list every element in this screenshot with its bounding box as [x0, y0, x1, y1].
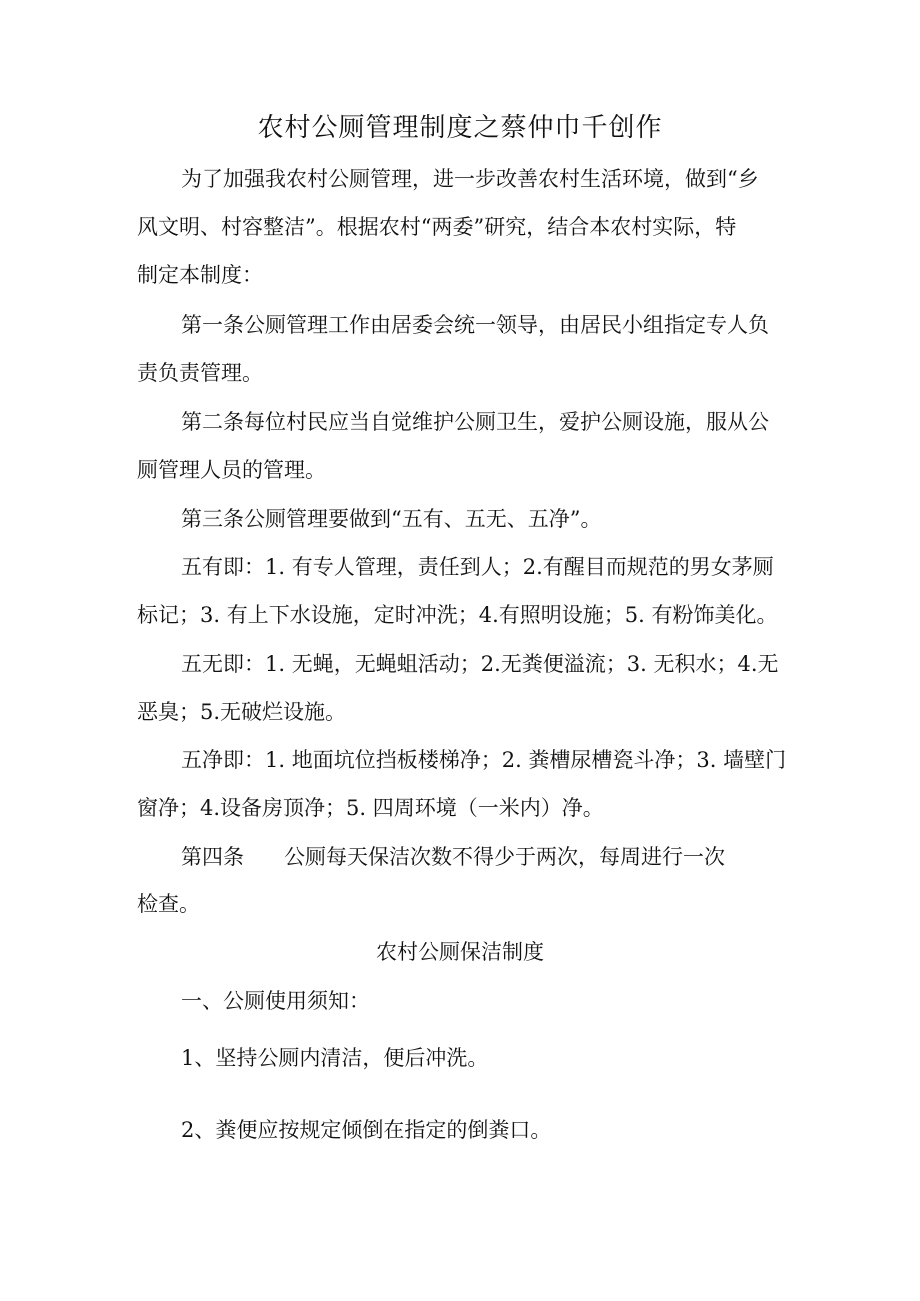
paragraph-line: 为了加强我农村公厕管理，进一步改善农村生活环境，做到“乡	[181, 167, 759, 191]
paragraph-line: 风文明、村容整洁”。根据农村“两委”研究，结合本农村实际，特	[137, 215, 737, 239]
document-title: 农村公厕管理制度之蔡仲巾千创作	[257, 113, 663, 143]
paragraph-line	[181, 842, 725, 872]
paragraph-line: 厕管理人员的管理。	[137, 458, 326, 482]
list-item: 1、坚持公厕内清洁，便后冲洗。	[181, 1046, 489, 1070]
paragraph-line: 五净即：1. 地面坑位挡板楼梯净；2. 粪槽尿槽瓷斗净；3. 墙壁门	[181, 748, 787, 772]
article-label: 第四条	[181, 845, 244, 869]
section-subtitle: 农村公厕保洁制度	[376, 940, 544, 964]
paragraph-line: 第二条每位村民应当自觉维护公厕卫生，爱护公厕设施，服从公	[181, 410, 769, 434]
paragraph-line: 责负责管理。	[137, 361, 263, 385]
article-text: 公厕每天保洁次数不得少于两次，每周进行一次	[284, 845, 725, 869]
paragraph-line: 第一条公厕管理工作由居委会统一领导，由居民小组指定专人负	[181, 313, 769, 337]
list-heading: 一、公厕使用须知：	[181, 989, 370, 1013]
paragraph-line: 五有即：1. 有专人管理，责任到人；2.有醒目而规范的男女茅厕	[181, 555, 774, 579]
paragraph-line: 五无即：1. 无蝇，无蝇蛆活动；2.无粪便溢流；3. 无积水；4.无	[181, 652, 779, 676]
paragraph-line: 第三条公厕管理要做到“五有、五无、五净”。	[181, 507, 602, 531]
paragraph-line: 制定本制度：	[137, 263, 263, 287]
paragraph-line: 检查。	[137, 892, 200, 916]
paragraph-line: 标记；3. 有上下水设施，定时冲洗；4.有照明设施；5. 有粉饰美化。	[137, 603, 778, 627]
paragraph-line: 窗净；4.设备房顶净；5. 四周环境（一米内）净。	[137, 796, 604, 820]
list-item: 2、粪便应按规定倾倒在指定的倒粪口。	[181, 1118, 552, 1142]
paragraph-line: 恶臭；5.无破烂设施。	[137, 700, 347, 724]
